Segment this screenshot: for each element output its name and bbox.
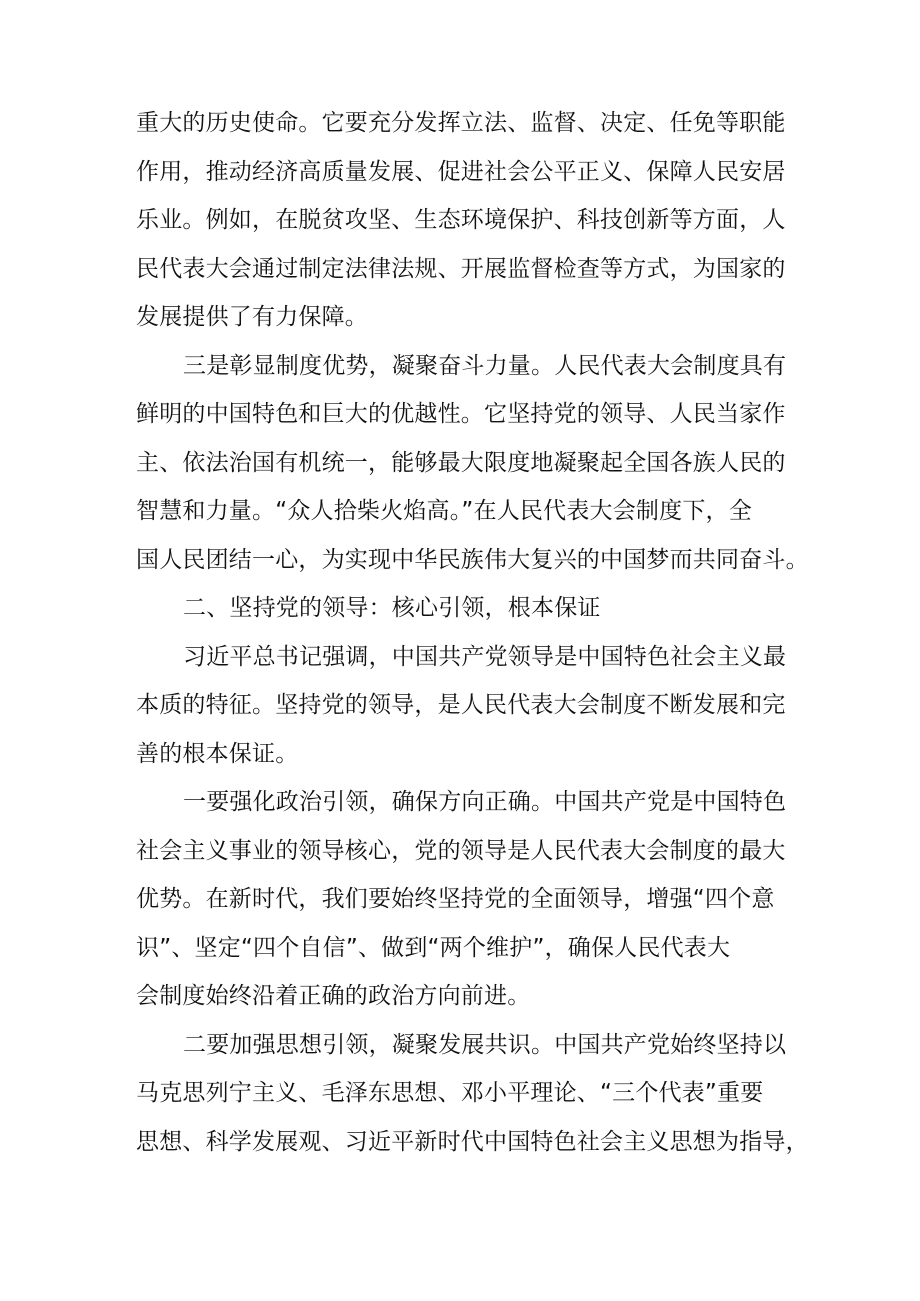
paragraph-1	[136, 99, 786, 342]
text-line: 社会主义事业的领导核心，党的领导是人民代表大会制度的最大	[136, 837, 786, 864]
text-line: 优势。在新时代，我们要始终坚持党的全面领导，增强“四个意	[136, 886, 775, 912]
paragraph-5	[136, 1021, 809, 1167]
text-line: 国人民团结一心，为实现中华民族伟大复兴的中国梦而共同奋斗。	[136, 546, 809, 573]
text-line: 鲜明的中国特色和巨大的优越性。它坚持党的领导、人民当家作	[136, 401, 786, 427]
text-line: 一要强化政治引领，确保方向正确。中国共产党是中国特色	[183, 789, 787, 815]
text-line: 乐业。例如，在脱贫攻坚、生态环境保护、科技创新等方面，人	[136, 207, 786, 233]
text-line: 发展提供了有力保障。	[136, 304, 368, 330]
text-line: 二要加强思想引领，凝聚发展共识。中国共产党始终坚持以	[183, 1031, 787, 1058]
text-line: 本质的特征。坚持党的领导，是人民代表大会制度不断发展和完	[136, 692, 786, 718]
paragraph-3	[136, 633, 786, 779]
section-heading	[136, 584, 786, 633]
text-line: 识”、坚定“四个自信”、做到“两个维护”，确保人民代表大	[136, 934, 731, 961]
text-line: 重大的历史使命。它要充分发挥立法、监督、决定、任免等职能	[136, 110, 786, 136]
paragraph-2	[136, 342, 809, 585]
document-body	[136, 99, 809, 1166]
text-line: 智慧和力量。“众人拾柴火焰高。”在人民代表大会制度下，全	[136, 498, 752, 524]
text-line: 主、依法治国有机统一，能够最大限度地凝聚起全国各族人民的	[136, 449, 786, 476]
heading-text: 二、坚持党的领导：核心引领，根本保证	[183, 595, 601, 621]
text-line: 习近平总书记强调，中国共产党领导是中国特色社会主义最	[183, 643, 787, 670]
text-line: 会制度始终沿着正确的政治方向前进。	[136, 983, 531, 1009]
text-line: 三是彰显制度优势，凝聚奋斗力量。人民代表大会制度具有	[183, 352, 787, 379]
text-line: 善的根本保证。	[136, 740, 299, 767]
text-line: 思想、科学发展观、习近平新时代中国特色社会主义思想为指导，	[136, 1128, 809, 1155]
text-line: 民代表大会通过制定法律法规、开展监督检查等方式，为国家的	[136, 255, 786, 282]
text-line: 作用，推动经济高质量发展、促进社会公平正义、保障人民安居	[136, 158, 786, 185]
text-line: 马克思列宁主义、毛泽东思想、邓小平理论、“三个代表”重要	[136, 1080, 764, 1106]
paragraph-4	[136, 778, 786, 1021]
